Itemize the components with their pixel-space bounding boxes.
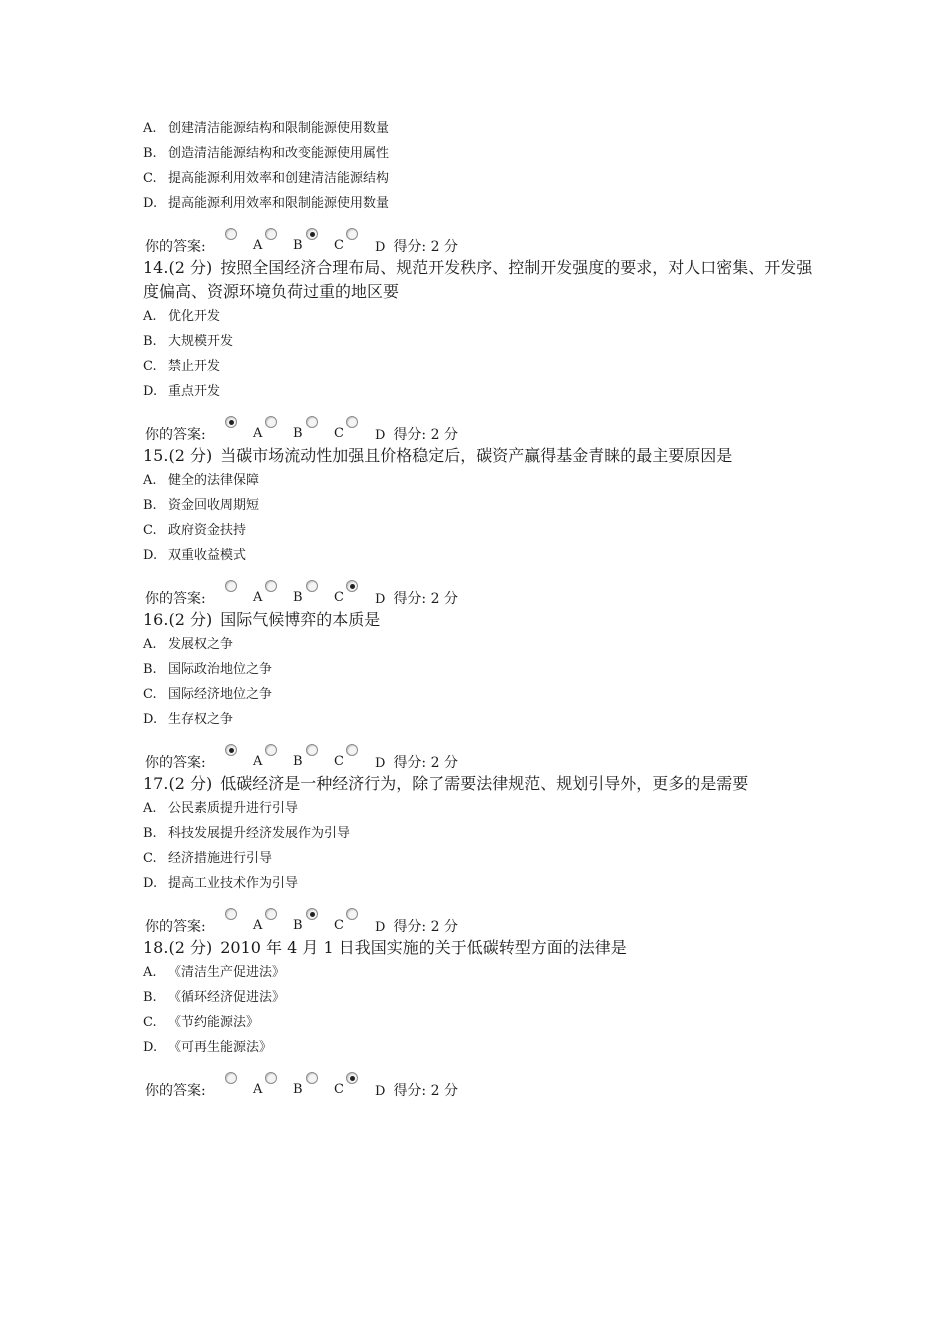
radio-option-c[interactable] [306,910,346,936]
question-block [143,936,823,1100]
radio-button[interactable] [306,744,318,756]
question-block [143,772,823,936]
option-letter: A. [143,801,157,816]
radio-option-a[interactable] [225,582,265,608]
radio-label: B [293,754,303,769]
radio-button[interactable] [265,744,277,756]
radio-option-b[interactable] [265,910,305,936]
radio-button[interactable] [225,416,237,428]
radio-button[interactable] [225,744,237,756]
answer-row [143,910,823,936]
option-text: 创造清洁能源结构和改变能源使用属性 [168,146,390,161]
option-row [143,166,823,191]
answer-label: 你的答案: [145,919,206,935]
radio-button[interactable] [346,580,358,592]
radio-label: D [375,592,386,607]
option-row [143,329,823,354]
radio-label: D [375,240,386,255]
option-letter: D. [143,712,158,727]
radio-option-b[interactable] [265,746,305,772]
radio-option-a[interactable] [225,418,265,444]
question-body: 低碳经济是一种经济行为，除了需要法律规范、规划引导外，更多的是需要 [220,774,749,793]
radio-option-c[interactable] [306,230,346,256]
answer-row [143,582,823,608]
option-letter: D. [143,196,158,211]
radio-label: A [253,238,263,253]
option-row [143,354,823,379]
option-letter: A. [143,121,157,136]
radio-option-c[interactable] [306,1074,346,1100]
score-text [375,752,458,772]
option-text: 双重收益模式 [168,548,247,563]
option-letter: A. [143,309,157,324]
radio-button[interactable] [346,228,358,240]
score-value: 得分: 2 分 [393,427,458,443]
option-row [143,707,823,732]
question-block-prev [143,116,823,256]
option-letter: A. [143,965,157,980]
radio-label: C [334,238,344,253]
option-row [143,304,823,329]
option-row [143,1010,823,1035]
question-number: 17.(2 分) [143,774,213,793]
option-row [143,796,823,821]
option-text: 《可再生能源法》 [168,1040,273,1055]
radio-button[interactable] [265,1072,277,1084]
score-value: 得分: 2 分 [393,755,458,771]
radio-option-a[interactable] [225,910,265,936]
option-text: 政府资金扶持 [168,523,247,538]
question-text [143,608,823,632]
option-text: 创建清洁能源结构和限制能源使用数量 [168,121,390,136]
question-text [143,936,823,960]
radio-button[interactable] [346,744,358,756]
answer-label: 你的答案: [145,427,206,443]
option-letter: D. [143,1040,158,1055]
option-text: 重点开发 [168,384,221,399]
radio-option-b[interactable] [265,582,305,608]
option-text: 资金回收周期短 [168,498,260,513]
question-number: 15.(2 分) [143,446,213,465]
option-text: 《循环经济促进法》 [168,990,286,1005]
radio-label: D [375,756,386,771]
option-row [143,985,823,1010]
option-row [143,871,823,896]
option-letter: C. [143,1015,157,1030]
option-text: 生存权之争 [168,712,234,727]
radio-label: C [334,1082,344,1097]
radio-button[interactable] [306,1072,318,1084]
radio-button[interactable] [346,1072,358,1084]
answer-row [143,418,823,444]
radio-button[interactable] [346,416,358,428]
radio-button[interactable] [225,908,237,920]
answer-row [143,746,823,772]
option-row [143,682,823,707]
radio-button[interactable] [225,1072,237,1084]
radio-option-b[interactable] [265,230,305,256]
option-letter: B. [143,662,157,677]
option-text: 经济措施进行引导 [168,851,273,866]
score-value: 得分: 2 分 [393,919,458,935]
score-text [375,916,458,936]
question-block [143,444,823,608]
option-row [143,518,823,543]
option-text: 提高能源利用效率和创建清洁能源结构 [168,171,390,186]
option-letter: C. [143,359,157,374]
radio-label: B [293,590,303,605]
radio-button[interactable] [306,416,318,428]
question-body: 当碳市场流动性加强且价格稳定后，碳资产赢得基金青睐的最主要原因是 [220,446,733,465]
radio-label: A [253,426,263,441]
radio-button[interactable] [306,908,318,920]
option-text: 公民素质提升进行引导 [168,801,299,816]
option-letter: D. [143,384,158,399]
option-letter: C. [143,171,157,186]
radio-label: A [253,1082,263,1097]
radio-button[interactable] [265,580,277,592]
question-text [143,772,823,796]
score-value: 得分: 2 分 [393,1083,458,1099]
radio-label: A [253,754,263,769]
question-text [143,256,823,304]
option-text: 优化开发 [168,309,221,324]
option-text: 发展权之争 [168,637,234,652]
option-text: 提高工业技术作为引导 [168,876,299,891]
radio-option-c[interactable] [306,418,346,444]
answer-label: 你的答案: [145,1083,206,1099]
radio-option-c[interactable] [306,582,346,608]
option-text: 《清洁生产促进法》 [168,965,286,980]
radio-label: A [253,590,263,605]
question-body: 国际气候博弈的本质是 [220,610,381,629]
option-letter: B. [143,826,157,841]
option-letter: D. [143,876,158,891]
option-row [143,821,823,846]
option-row [143,141,823,166]
option-text: 国际经济地位之争 [168,687,273,702]
option-letter: A. [143,473,157,488]
radio-label: D [375,1084,386,1099]
answer-label: 你的答案: [145,239,206,255]
score-value: 得分: 2 分 [393,239,458,255]
option-letter: B. [143,334,157,349]
option-letter: C. [143,687,157,702]
option-text: 健全的法律保障 [168,473,260,488]
option-text: 大规模开发 [168,334,234,349]
radio-button[interactable] [225,228,237,240]
option-row [143,846,823,871]
answer-label: 你的答案: [145,755,206,771]
radio-button[interactable] [265,228,277,240]
option-row [143,960,823,985]
radio-label: A [253,918,263,933]
option-letter: C. [143,523,157,538]
option-row [143,543,823,568]
radio-label: D [375,428,386,443]
option-text: 国际政治地位之争 [168,662,273,677]
question-number: 16.(2 分) [143,610,213,629]
score-value: 得分: 2 分 [393,591,458,607]
radio-button[interactable] [265,416,277,428]
radio-option-c[interactable] [306,746,346,772]
option-row [143,1035,823,1060]
radio-label: B [293,238,303,253]
option-text: 提高能源利用效率和限制能源使用数量 [168,196,390,211]
exam-document [143,116,823,1100]
answer-label: 你的答案: [145,591,206,607]
score-text [375,1080,458,1100]
score-text [375,236,458,256]
answer-row [143,230,823,256]
question-text [143,444,823,468]
option-letter: D. [143,548,158,563]
radio-label: C [334,426,344,441]
radio-label: C [334,590,344,605]
question-body: 按照全国经济合理布局、规范开发秩序、控制开发强度的要求，对人口密集、开发强度偏高、资源环境负荷过重的地区要 [143,258,813,301]
radio-button[interactable] [306,228,318,240]
radio-label: C [334,754,344,769]
radio-option-a[interactable] [225,746,265,772]
question-block [143,608,823,772]
radio-label: B [293,1082,303,1097]
radio-button[interactable] [306,580,318,592]
option-text: 科技发展提升经济发展作为引导 [168,826,351,841]
question-body: 2010 年 4 月 1 日我国实施的关于低碳转型方面的法律是 [220,938,627,957]
option-text: 禁止开发 [168,359,221,374]
radio-button[interactable] [346,908,358,920]
option-row [143,493,823,518]
radio-label: D [375,920,386,935]
option-row [143,191,823,216]
answer-row [143,1074,823,1100]
option-letter: A. [143,637,157,652]
question-number: 18.(2 分) [143,938,213,957]
option-row [143,116,823,141]
radio-label: C [334,918,344,933]
option-row [143,632,823,657]
option-letter: C. [143,851,157,866]
score-text [375,424,458,444]
option-letter: B. [143,146,157,161]
option-row [143,379,823,404]
radio-label: B [293,918,303,933]
radio-label: B [293,426,303,441]
radio-option-b[interactable] [265,1074,305,1100]
radio-button[interactable] [225,580,237,592]
score-text [375,588,458,608]
option-row [143,657,823,682]
radio-option-a[interactable] [225,1074,265,1100]
question-block [143,256,823,444]
option-row [143,468,823,493]
option-letter: B. [143,498,157,513]
radio-option-b[interactable] [265,418,305,444]
question-number: 14.(2 分) [143,258,213,277]
radio-button[interactable] [265,908,277,920]
option-letter: B. [143,990,157,1005]
radio-option-a[interactable] [225,230,265,256]
option-text: 《节约能源法》 [168,1015,260,1030]
